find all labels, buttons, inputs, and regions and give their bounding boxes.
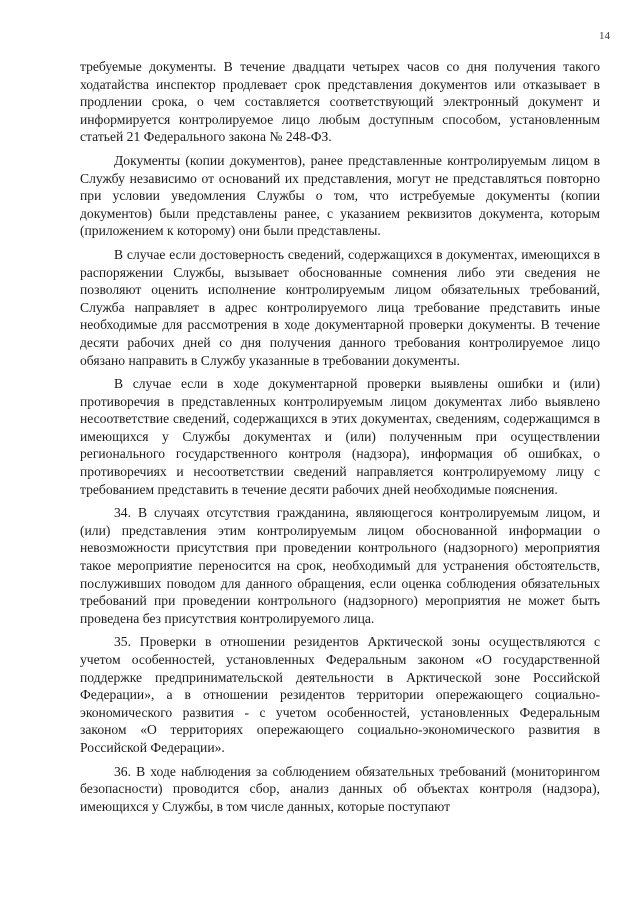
paragraph-item-35: 35. Проверки в отношении резидентов Арктической зоны осуществляются с учетом особенностей, установленных Федеральным законом «О государственной поддержке предпринимательской деятельности в Арктической зоне Российской Федерации», а в отношении резидентов территории опережающего социально-экономического развития - с учетом особенностей, установленных Федеральным законом «О территориях опережающего социально-экономического развития в Российской Федерации». [80, 634, 600, 755]
paragraph-errors-contradictions: В случае если в ходе документарной проверки выявлены ошибки и (или) противоречия в представленных контролируемым лицом документах либо выявлено несоответствие сведений, содержащихся в этих документах, сведениям, содержащимся в имеющихся у Службы документах и (или) полученным при осуществлении регионального государственного контроля (надзора), информация об ошибках, о противоречиях и несоответствии сведений направляется контролируемому лицу с требованием представить в течение десяти рабочих дней необходимые пояснения. [80, 376, 600, 497]
paragraph-item-34: 34. В случаях отсутствия гражданина, являющегося контролируемым лицом, и (или) представления этим контролируемым лицом обоснованной информации о невозможности присутствия при проведении контрольного (надзорного) мероприятия такое мероприятие переносится на срок, необходимый для устранения обстоятельств, послуживших поводом для данного обращения, если оценка соблюдения обязательных требований при проведении контрольного (надзорного) мероприятия не может быть проведена без присутствия контролируемого лица. [80, 505, 600, 626]
paragraph-documents-copies: Документы (копии документов), ранее представленные контролируемым лицом в Службу независимо от оснований их представления, могут не представляться повторно при условии уведомления Службы о том, что истребуемые документы (копии документов) были представлены ранее, с указанием реквизитов документа, которым (приложением к которому) они были представлены. [80, 152, 600, 239]
document-body [80, 58, 600, 821]
page-number: 14 [599, 30, 610, 42]
paragraph-item-36: 36. В ходе наблюдения за соблюдением обязательных требований (мониторингом безопасности) проводится сбор, анализ данных об объектах контроля (надзора), имеющихся у Службы, в том числе данных, которые поступают [80, 763, 600, 814]
paragraph-reliability-doubts: В случае если достоверность сведений, содержащихся в документах, имеющихся в распоряжении Службы, вызывает обоснованные сомнения либо эти сведения не позволяют оценить исполнение контролируемым лицом обязательных требований, Служба направляет в адрес контролируемого лица требование представить иные необходимые для рассмотрения в ходе документарной проверки документы. В течение десяти рабочих дней со дня получения данного требования контролируемое лицо обязано направить в Службу указанные в требовании документы. [80, 246, 600, 368]
paragraph-continuation: требуемые документы. В течение двадцати четырех часов со дня получения такого ходатайства инспектор продлевает срок представления документов или отказывает в продлении срока, о чем составляется соответствующий электронный документ и информируется контролируемое лицо любым доступным способом, установленным статьей 21 Федерального закона № 248-ФЗ. [80, 59, 600, 145]
